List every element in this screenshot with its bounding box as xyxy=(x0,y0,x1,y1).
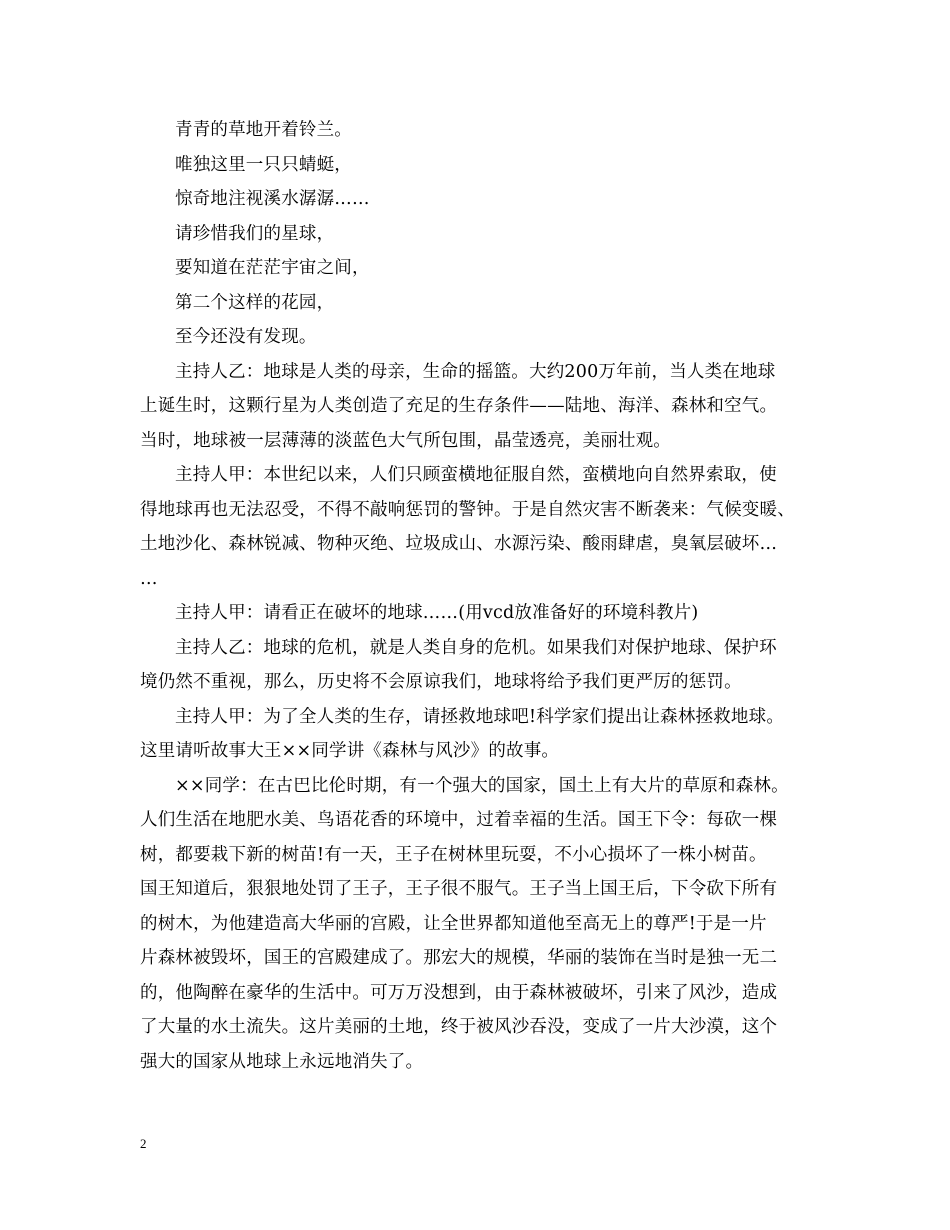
text-line: 片森林被毁坏，国王的宫殿建成了。那宏大的规模，华丽的装饰在当时是独一无二 xyxy=(140,948,778,968)
text-line: 国王知道后，狠狠地处罚了王子，王子很不服气。王子当上国王后，下令砍下所有 xyxy=(140,879,778,899)
text-line: 主持人乙：地球是人类的母亲，生命的摇篮。大约200万年前，当人类在地球 xyxy=(175,361,776,382)
text-line: … xyxy=(140,568,158,589)
text-line: 惊奇地注视溪水潺潺…… xyxy=(175,189,370,209)
text-line: 了大量的水土流失。这片美丽的土地，终于被风沙吞没，变成了一片大沙漠，这个 xyxy=(140,1017,778,1037)
document-body xyxy=(140,113,830,1079)
text-line: 树，都要栽下新的树苗!有一天，王子在树林里玩耍，不小心损坏了一株小树苗。 xyxy=(140,844,767,865)
text-line: 的，他陶醉在豪华的生活中。可万万没想到，由于森林被破坏，引来了风沙，造成 xyxy=(140,982,778,1003)
text-line: 当时，地球被一层薄薄的淡蓝色大气所包围，晶莹透亮，美丽壮观。 xyxy=(140,430,671,451)
text-line: 人们生活在地肥水美、鸟语花香的环境中，过着幸福的生活。国王下令：每砍一棵 xyxy=(140,810,778,830)
text-line: 上诞生时，这颗行星为人类创造了充足的生存条件——陆地、海洋、森林和空气。 xyxy=(140,396,778,416)
text-line: 主持人甲：为了全人类的生存，请拯救地球吧!科学家们提出让森林拯救地球。 xyxy=(175,706,785,727)
page-number: 2 xyxy=(140,1136,147,1151)
text-line: 要知道在茫茫宇宙之间， xyxy=(175,258,370,278)
text-line: 土地沙化、森林锐减、物种灭绝、垃圾成山、水源污染、酸雨肆虐，臭氧层破坏… xyxy=(140,534,778,554)
text-line: 主持人甲：本世纪以来，人们只顾蛮横地征服自然，蛮横地向自然界索取，使 xyxy=(175,465,777,485)
text-line: 强大的国家从地球上永远地消失了。 xyxy=(140,1051,424,1072)
text-line: 至今还没有发现。 xyxy=(175,327,317,347)
text-line: 这里请听故事大王××同学讲《森林与风沙》的故事。 xyxy=(140,741,560,761)
text-line: 青青的草地开着铃兰。 xyxy=(175,120,352,140)
text-line: 唯独这里一只只蜻蜓， xyxy=(175,154,352,175)
text-line: 主持人乙：地球的危机，就是人类自身的危机。如果我们对保护地球、保护环 xyxy=(175,637,777,658)
text-line: 主持人甲：请看正在破坏的地球……(用vcd放准备好的环境科教片) xyxy=(175,603,699,623)
text-line: 第二个这样的花园， xyxy=(175,292,335,313)
text-line: 的树木，为他建造高大华丽的宫殿，让全世界都知道他至高无上的尊严!于是一片 xyxy=(140,913,767,934)
text-line: ××同学：在古巴比伦时期，有一个强大的国家，国土上有大片的草原和森林。 xyxy=(175,775,789,796)
text-line: 请珍惜我们的星球， xyxy=(175,223,335,244)
text-line: 得地球再也无法忍受，不得不敲响惩罚的警钟。于是自然灾害不断袭来：气候变暖、 xyxy=(140,499,795,520)
text-line: 境仍然不重视，那么，历史将不会原谅我们，地球将给予我们更严厉的惩罚。 xyxy=(140,672,742,692)
